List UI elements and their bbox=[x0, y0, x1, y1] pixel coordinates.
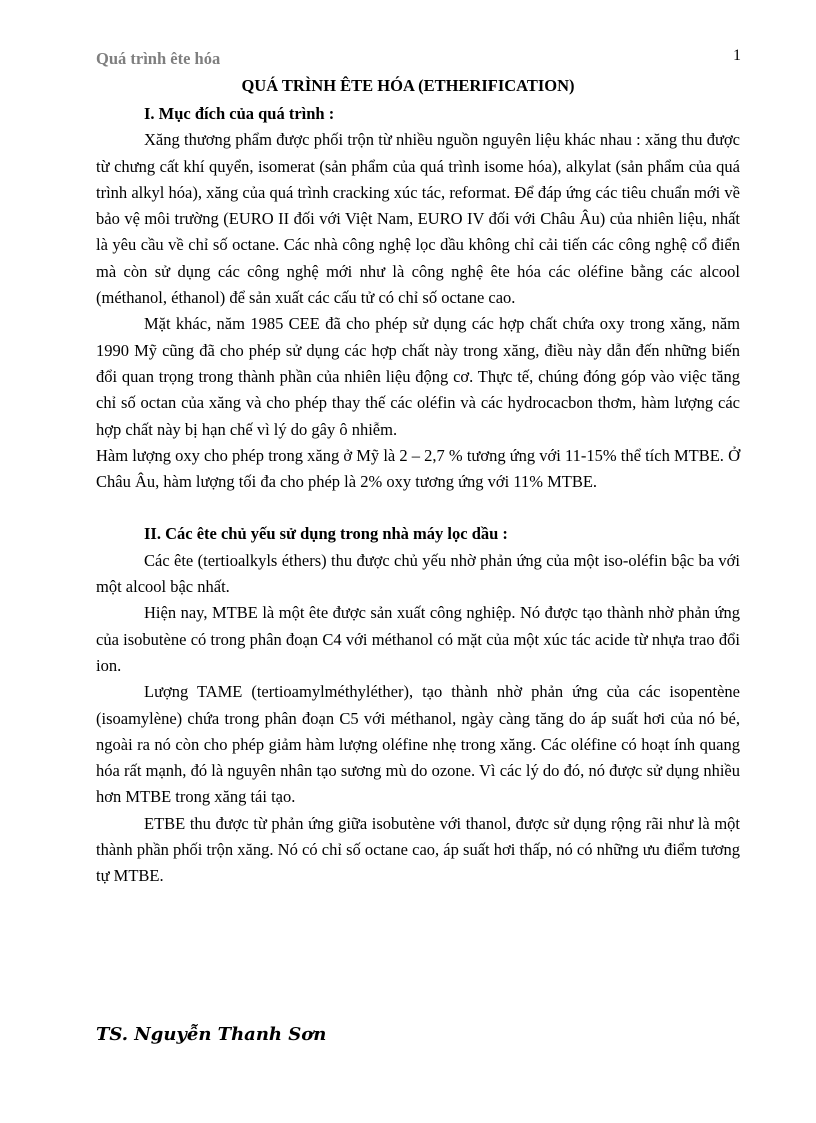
section-1-paragraph-3: Hàm lượng oxy cho phép trong xăng ở Mỹ là 2 – 2,7 % tương ứng với 11-15% thể tích MTBE. Ở Châu Âu, hàm lượng tối đa cho phép là 2% oxy tương ứng với 11% MTBE. bbox=[96, 445, 740, 492]
section-2-paragraph-1: Các ête (tertioalkyls éthers) thu được chủ yếu nhờ phản ứng của một iso-oléfin bậc ba với một alcool bậc nhất. bbox=[96, 550, 740, 597]
page-number: 1 bbox=[733, 47, 741, 64]
document-body bbox=[96, 101, 740, 890]
section-2-paragraph-2: Hiện nay, MTBE là một ête được sản xuất công nghiệp. Nó được tạo thành nhờ phản ứng của isobutène có trong phân đoạn C4 với méthanol có mặt của một xúc tác acide từ nhựa trao đổi ion. bbox=[96, 603, 740, 675]
section-2-paragraph-3: Lượng TAME (tertioamylméthyléther), tạo thành nhờ phản ứng của các isopentène (isoamylène) chứa trong phân đoạn C5 với méthanol, ngày càng tăng do áp suất hơi của nó bé, ngoài ra nó còn cho phép giảm hàm lượng oléfine nhẹ trong xăng. Các oléfine có hoạt ính quang hóa rất mạnh, đó là nguyên nhân tạo sương mù do ozone. Vì các lý do đó, nó được sử dụng nhiều hơn MTBE trong xăng tái tạo. bbox=[96, 682, 740, 807]
document-title: QUÁ TRÌNH ÊTE HÓA (ETHERIFICATION) bbox=[241, 76, 575, 95]
spacer bbox=[96, 495, 740, 521]
running-header-title: Quá trình ête hóa bbox=[96, 49, 221, 68]
section-2-heading: II. Các ête chủ yếu sử dụng trong nhà máy lọc dầu : bbox=[144, 524, 508, 544]
section-1-heading: I. Mục đích của quá trình : bbox=[144, 104, 335, 123]
section-2-paragraph-4: ETBE thu được từ phản ứng giữa isobutène với thanol, được sử dụng rộng rãi như là một thành phần phối trộn xăng. Nó có chỉ số octane cao, áp suất hơi thấp, nó có những ưu điểm tương tự MTBE. bbox=[96, 813, 740, 886]
section-1-paragraph-2: Mặt khác, năm 1985 CEE đã cho phép sử dụng các hợp chất chứa oxy trong xăng, năm 1990 Mỹ cũng đã cho phép sử dụng các hợp chất này trong xăng, điều này dẫn đến những biến đổi quan trọng trong thành phần của nhiên liệu động cơ. Thực tế, chúng đóng góp vào việc tăng chỉ số octan của xăng và cho phép thay thế các oléfin và các hydrocacbon thơm, hàm lượng các hợp chất này bị hạn chế vì lý do gây ô nhiễm. bbox=[96, 314, 740, 439]
section-1-paragraph-1: Xăng thương phẩm được phối trộn từ nhiều nguồn nguyên liệu khác nhau : xăng thu được từ chưng cất khí quyển, isomerat (sản phẩm của quá trình isome hóa), alkylat (sản phẩm của quá trình alkyl hóa), xăng của quá trình cracking xúc tác, reformat. Để đáp ứng các tiêu chuẩn mới về bảo vệ môi trường (EURO II đối với Việt Nam, EURO IV đối với Châu Âu) của nhiên liệu, nhất là yêu cầu về chỉ số octane. Các nhà công nghệ lọc dầu không chỉ cải tiến các công nghệ cổ điển mà còn sử dụng các công nghệ mới như là công nghệ ête hóa các oléfine bằng các alcool (méthanol, éthanol) để sản xuất các cấu tử có chỉ số octane cao. bbox=[96, 130, 740, 308]
author-signature: TS. Nguyễn Thanh Sơn bbox=[96, 1024, 327, 1045]
